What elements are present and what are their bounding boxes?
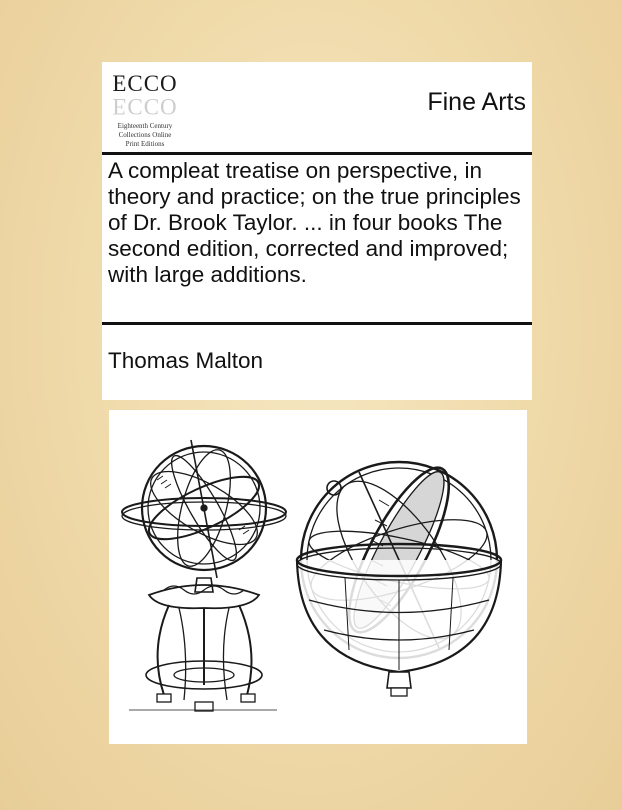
logo-subtitle-line: Collections Online — [118, 131, 172, 139]
logo-subtitle-line: Print Editions — [125, 140, 165, 148]
logo-letters: ECCO — [112, 71, 178, 96]
title-panel — [102, 62, 532, 400]
illustration-svg — [109, 410, 527, 744]
armillary-sphere-in-bowl-icon — [297, 456, 501, 696]
logo-letters-reflection: ECCO — [112, 94, 178, 119]
cover-illustration — [109, 410, 527, 744]
book-author: Thomas Malton — [108, 348, 264, 373]
ecco-logo — [112, 72, 178, 150]
book-title: A compleat treatise on perspective, in theory and practice; on the true principles of Dr. Brook Taylor. ... in four books The second edition, corrected and improved; with large additions. — [108, 158, 521, 287]
header-row — [102, 62, 532, 152]
divider-top — [102, 152, 532, 155]
divider-bottom — [102, 322, 532, 325]
logo-subtitle-line: Eighteenth Century — [117, 122, 173, 130]
collection-label: Fine Arts — [427, 88, 526, 116]
logo-subtitle — [112, 122, 178, 149]
armillary-sphere-on-stand-icon — [122, 440, 286, 711]
